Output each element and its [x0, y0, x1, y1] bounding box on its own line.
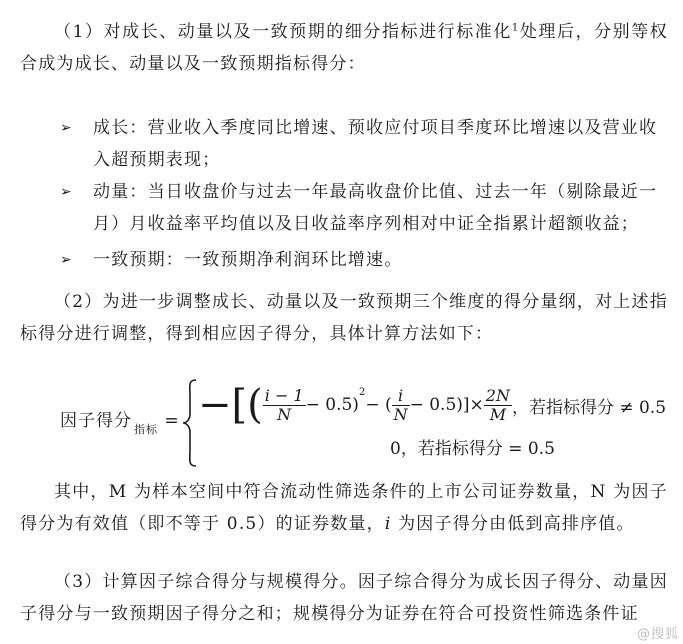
paragraph-adjustment	[20, 286, 668, 350]
variable-i: i	[384, 514, 392, 534]
fraction-2n-over-m: $\frac{2N}{M}$	[485, 385, 510, 424]
paragraph-variable-definitions	[20, 476, 668, 540]
formula-subscript: 指标	[134, 423, 158, 436]
paragraph-text: 其中，M 为样本空间中符合流动性筛选条件的上市公司证券数量，N 为因子得分为有效值（即不等于 0.5）的证券数量，	[20, 482, 668, 534]
factor-score-formula	[60, 378, 667, 468]
bullet-text: 动量：当日收盘价与过去一年最高收盘价比值、过去一年（剔除最近一月）月收益率平均值以及日收益率序列相对中证全指累计超额收益；	[93, 182, 658, 234]
arrow-bullet-icon: ➢	[60, 120, 73, 136]
paragraph-text: 为因子得分由低到高排序值。	[391, 514, 635, 534]
bullet-text: 成长：营业收入季度同比增速、预收应付项目季度环比增速以及营业收入超预期表现；	[93, 118, 658, 170]
fraction-i-over-n: $\frac{i}{N}$	[393, 385, 408, 424]
bullet-momentum	[60, 176, 670, 240]
left-brace-icon	[182, 378, 198, 468]
formula-case-1: −[( $\frac{i - 1}{N}$ − 0.5) $^2$ − ( $\frac{i}{N}$ − 0.5)] × $\frac{2N}{M}$ ，若指标得分 ≠ 0.5	[198, 382, 667, 428]
paragraph-standardization	[20, 16, 668, 80]
arrow-bullet-icon: ➢	[60, 184, 73, 200]
footnote-marker[interactable]: 1	[511, 22, 520, 34]
formula-case-2: 0，若指标得分 = 0.5	[390, 439, 555, 459]
formula-condition-1: ，若指标得分 ≠ 0.5	[511, 397, 667, 418]
bullet-text: 一致预期：一致预期净利润环比增速。	[93, 250, 403, 270]
formula-open: −[(	[198, 382, 263, 428]
bullet-consensus	[60, 244, 670, 276]
paragraph-composite-score	[20, 566, 668, 630]
formula-label: 因子得分 $_{指标}$ =	[60, 411, 180, 436]
paragraph-text: 处理后，分别等权合成为成长、动量以及一致预期指标得分：	[20, 22, 668, 74]
fraction-i-minus-1-over-n: $\frac{i - 1}{N}$	[264, 385, 304, 424]
watermark: @搜狐	[636, 627, 679, 642]
paragraph-text: （3）计算因子综合得分与规模得分。因子综合得分为成长因子得分、动量因子得分与一致预期因子得分之和；规模得分为证券在符合可投资性筛选条件证	[20, 572, 668, 624]
paragraph-text: （1）对成长、动量以及一致预期的细分指标进行标准化	[54, 22, 512, 42]
paragraph-text: （2）为进一步调整成长、动量以及一致预期三个维度的得分量纲，对上述指标得分进行调整，得到相应因子得分，具体计算方法如下：	[20, 292, 668, 344]
bullet-growth	[60, 112, 670, 176]
arrow-bullet-icon: ➢	[60, 252, 73, 268]
